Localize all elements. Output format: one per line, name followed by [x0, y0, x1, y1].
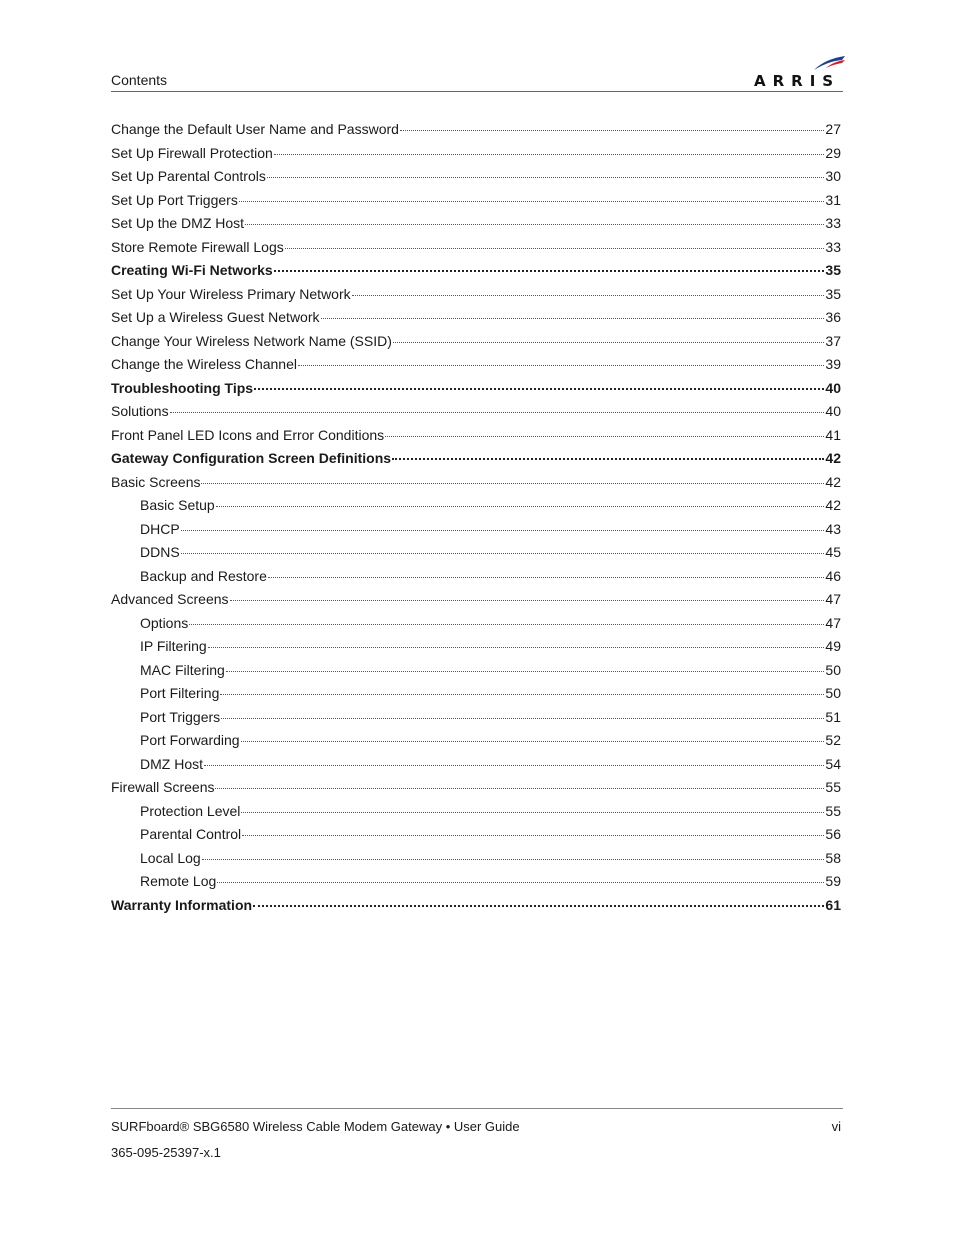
toc-entry[interactable]: [111, 541, 841, 565]
toc-entry-page: 41: [825, 426, 841, 443]
toc-entry-title: Set Up Your Wireless Primary Network: [111, 285, 351, 302]
toc-entry[interactable]: [111, 118, 841, 142]
table-of-contents: [111, 118, 841, 917]
toc-dot-leader: [298, 365, 824, 366]
toc-entry[interactable]: [111, 612, 841, 636]
toc-entry-page: 40: [825, 403, 841, 419]
header-divider: [111, 91, 843, 92]
toc-entry-title: Basic Screens: [111, 473, 201, 490]
toc-dot-leader: [208, 647, 825, 648]
arris-logo: [752, 54, 846, 90]
toc-dot-leader: [241, 812, 824, 813]
toc-entry-title: Local Log: [140, 849, 201, 866]
toc-entry-page: 54: [825, 755, 841, 772]
toc-entry-title: Port Triggers: [140, 708, 221, 725]
toc-dot-leader: [170, 412, 825, 413]
footer-page-number: vi: [831, 1119, 841, 1134]
toc-entry-title: Set Up Port Triggers: [111, 191, 238, 208]
toc-dot-leader: [204, 765, 824, 766]
toc-entry-page: 61: [825, 896, 841, 913]
toc-entry-title: Firewall Screens: [111, 779, 215, 795]
toc-entry-title: Set Up Parental Controls: [111, 168, 266, 184]
arris-wordmark: ARRIS: [754, 72, 841, 90]
toc-entry[interactable]: [111, 847, 841, 871]
toc-entry-page: 46: [825, 567, 841, 584]
toc-entry-title: Set Up Firewall Protection: [111, 144, 273, 161]
toc-entry[interactable]: [111, 424, 841, 448]
toc-entry-page: 29: [825, 144, 841, 161]
toc-entry[interactable]: [111, 729, 841, 753]
toc-entry-page: 35: [825, 285, 841, 302]
toc-entry-title: Options: [140, 614, 189, 631]
toc-entry-page: 50: [825, 685, 841, 701]
toc-entry-title: Change the Wireless Channel: [111, 356, 297, 372]
toc-entry[interactable]: [111, 753, 841, 777]
toc-entry-title: Basic Setup: [140, 497, 215, 513]
toc-entry[interactable]: [111, 588, 841, 612]
toc-entry-page: 42: [825, 450, 841, 466]
toc-dot-leader: [181, 553, 825, 554]
toc-dot-leader: [285, 248, 825, 249]
footer-document-number: 365-095-25397-x.1: [111, 1145, 221, 1160]
toc-entry[interactable]: [111, 447, 841, 471]
toc-entry-page: 33: [825, 215, 841, 231]
toc-entry-page: 27: [825, 121, 841, 137]
section-title: Contents: [111, 72, 168, 88]
toc-entry-title: Protection Level: [140, 802, 241, 819]
toc-entry[interactable]: [111, 236, 841, 260]
toc-entry-page: 42: [825, 497, 841, 513]
toc-entry[interactable]: [111, 283, 841, 307]
toc-entry-page: 47: [825, 591, 841, 607]
toc-entry-page: 37: [825, 332, 841, 349]
toc-entry-page: 31: [825, 191, 841, 208]
toc-dot-leader: [189, 624, 824, 625]
footer-document-title: SURFboard® SBG6580 Wireless Cable Modem Gateway • User Guide: [111, 1119, 520, 1134]
arris-swoosh-icon: [812, 54, 846, 72]
toc-entry-page: 55: [825, 779, 841, 795]
toc-entry[interactable]: [111, 330, 841, 354]
toc-dot-leader: [268, 577, 825, 578]
toc-dot-leader: [242, 835, 824, 836]
toc-dot-leader: [230, 600, 825, 601]
toc-entry[interactable]: [111, 259, 841, 283]
toc-entry-title: Front Panel LED Icons and Error Conditions: [111, 426, 385, 443]
toc-entry-title: Remote Log: [140, 873, 217, 889]
toc-dot-leader: [215, 788, 824, 789]
toc-entry-title: Port Forwarding: [140, 732, 240, 748]
toc-entry-page: 30: [825, 168, 841, 184]
toc-entry[interactable]: [111, 659, 841, 683]
toc-entry[interactable]: [111, 682, 841, 706]
toc-dot-leader: [201, 483, 824, 484]
toc-dot-leader: [216, 506, 825, 507]
toc-entry[interactable]: [111, 400, 841, 424]
toc-entry-title: DHCP: [140, 520, 180, 537]
toc-entry-page: 58: [825, 849, 841, 866]
toc-dot-leader: [352, 295, 825, 296]
toc-dot-leader: [274, 154, 825, 155]
toc-dot-leader: [241, 741, 825, 742]
toc-dot-leader: [267, 177, 825, 178]
toc-entry[interactable]: [111, 212, 841, 236]
toc-entry-title: Change the Default User Name and Password: [111, 121, 399, 137]
toc-dot-leader: [393, 342, 825, 343]
toc-entry-page: 59: [825, 873, 841, 889]
toc-dot-leader: [226, 671, 825, 672]
toc-entry-page: 36: [825, 309, 841, 325]
toc-entry[interactable]: [111, 565, 841, 589]
toc-entry-title: Troubleshooting Tips: [111, 379, 254, 396]
toc-entry[interactable]: [111, 870, 841, 894]
toc-entry[interactable]: [111, 776, 841, 800]
toc-entry[interactable]: [111, 494, 841, 518]
toc-entry[interactable]: [111, 635, 841, 659]
toc-entry-page: 43: [825, 520, 841, 537]
toc-entry-page: 42: [825, 473, 841, 490]
toc-entry-page: 45: [825, 544, 841, 560]
toc-entry-title: MAC Filtering: [140, 661, 225, 678]
toc-dot-leader: [385, 436, 824, 437]
toc-entry-title: DDNS: [140, 544, 180, 560]
toc-entry-title: Store Remote Firewall Logs: [111, 238, 284, 255]
toc-dot-leader: [253, 905, 824, 907]
toc-entry[interactable]: [111, 823, 841, 847]
toc-dot-leader: [220, 694, 824, 695]
toc-dot-leader: [400, 130, 824, 131]
toc-entry-title: Port Filtering: [140, 685, 220, 701]
toc-entry[interactable]: [111, 306, 841, 330]
toc-dot-leader: [181, 530, 825, 531]
toc-entry-title: Warranty Information: [111, 896, 253, 913]
toc-entry-page: 33: [825, 238, 841, 255]
toc-entry-title: Parental Control: [140, 826, 242, 842]
toc-entry-page: 39: [825, 356, 841, 372]
toc-dot-leader: [392, 458, 824, 460]
toc-entry-page: 52: [825, 732, 841, 748]
toc-entry-title: Backup and Restore: [140, 567, 267, 584]
toc-dot-leader: [217, 882, 824, 883]
toc-entry-page: 50: [825, 661, 841, 678]
toc-entry[interactable]: [111, 800, 841, 824]
toc-entry-page: 56: [825, 826, 841, 842]
toc-entry-title: Change Your Wireless Network Name (SSID): [111, 332, 392, 349]
toc-entry-title: Advanced Screens: [111, 591, 229, 607]
toc-entry-title: Solutions: [111, 403, 169, 419]
toc-entry-title: Creating Wi-Fi Networks: [111, 262, 273, 278]
toc-dot-leader: [321, 318, 825, 319]
toc-entry-page: 51: [825, 708, 841, 725]
toc-entry[interactable]: [111, 706, 841, 730]
toc-entry-page: 47: [825, 614, 841, 631]
footer-divider: [111, 1108, 843, 1109]
toc-entry-title: IP Filtering: [140, 638, 207, 654]
toc-dot-leader: [245, 224, 824, 225]
toc-dot-leader: [221, 718, 824, 719]
toc-entry[interactable]: [111, 189, 841, 213]
toc-entry-title: Set Up the DMZ Host: [111, 215, 245, 231]
toc-entry[interactable]: [111, 165, 841, 189]
toc-entry-title: DMZ Host: [140, 755, 203, 772]
toc-dot-leader: [239, 201, 825, 202]
toc-dot-leader: [274, 270, 825, 272]
toc-entry[interactable]: [111, 894, 841, 918]
toc-dot-leader: [254, 388, 824, 390]
toc-entry-page: 55: [825, 802, 841, 819]
toc-entry[interactable]: [111, 142, 841, 166]
toc-entry[interactable]: [111, 377, 841, 401]
toc-entry-title: Set Up a Wireless Guest Network: [111, 309, 320, 325]
toc-entry-page: 40: [825, 379, 841, 396]
toc-dot-leader: [202, 859, 825, 860]
toc-entry[interactable]: [111, 471, 841, 495]
toc-entry-title: Gateway Configuration Screen Definitions: [111, 450, 392, 466]
toc-entry-page: 49: [825, 638, 841, 654]
toc-entry[interactable]: [111, 518, 841, 542]
toc-entry[interactable]: [111, 353, 841, 377]
toc-entry-page: 35: [825, 262, 841, 278]
